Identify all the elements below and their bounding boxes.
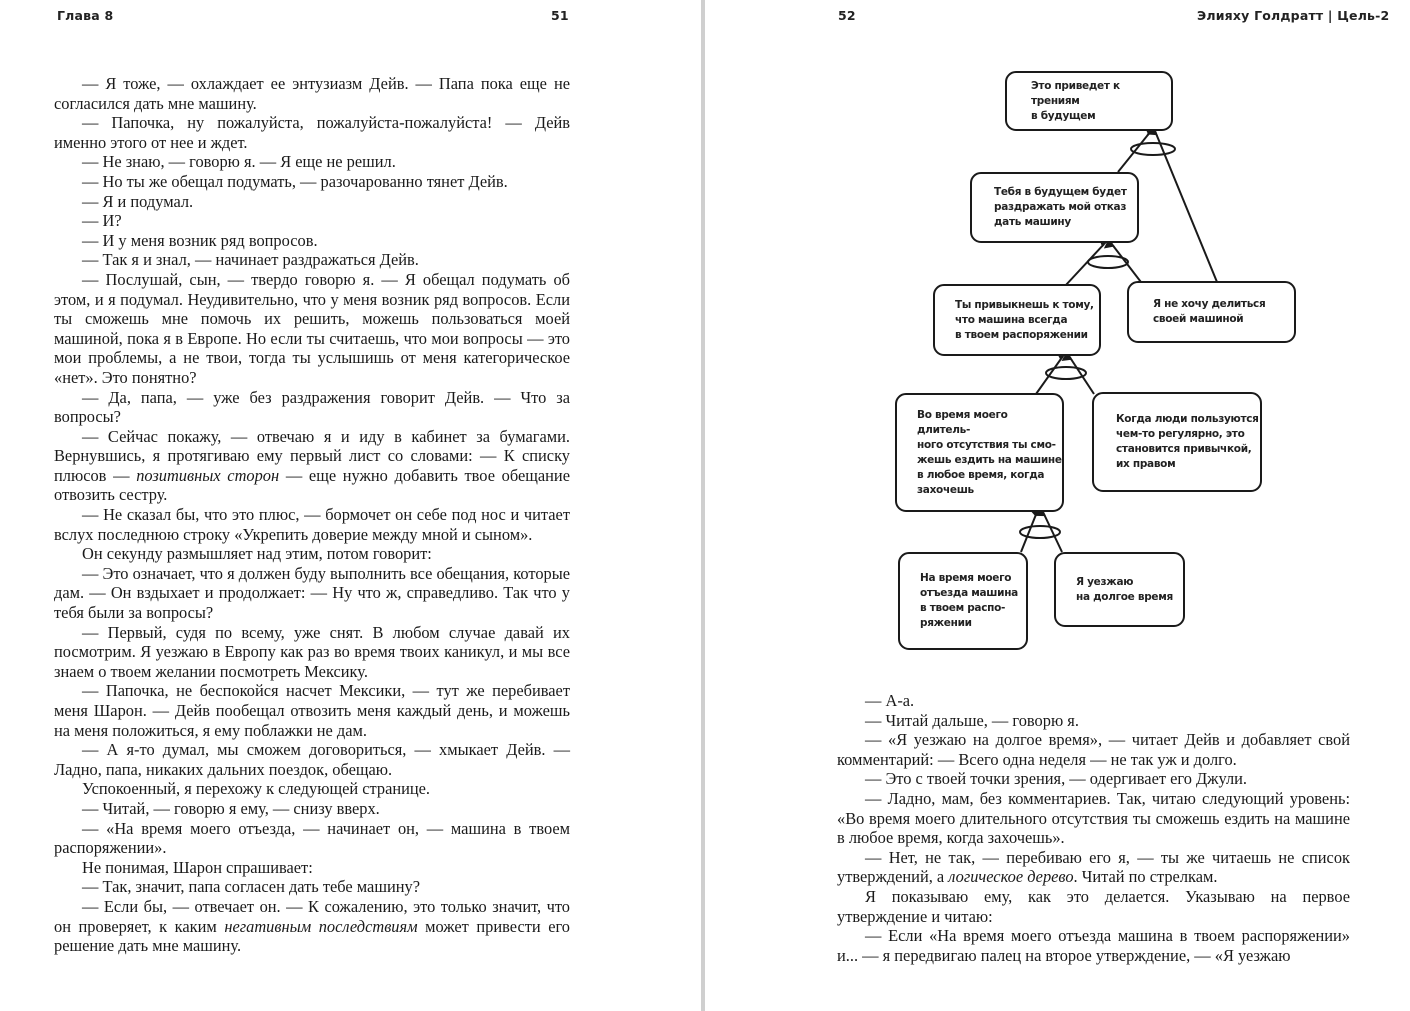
text-run: может привести его решение дать мне машину.: [54, 916, 570, 956]
node-line: что машина всегда: [955, 313, 1068, 326]
node-line: их правом: [1116, 458, 1176, 470]
left-body-text: [54, 74, 570, 956]
book-header: Элияху Голдратт | Цель-2: [1197, 8, 1390, 23]
paragraph: Он секунду размышляет над этим, потом говорит:: [82, 544, 432, 564]
diagram-node-long-absence: [895, 393, 1064, 512]
paragraph: — Послушай, сын, — твердо говорю я. — Я обещал подумать об этом, и я подумал. Неудивительно, что у меня возник ряд вопросов. Если ты сможешь мне помочь их решить, можешь пользоваться моей машиной, пока я в Европе. Но если ты считаешь, что мои вопросы — это мои проблемы, а не твои, тогда ты услышишь от меня категорическое «нет». Это понятно?: [54, 269, 570, 387]
text-run: — еще нужно добавить твое обещание отвозить сестру.: [54, 465, 570, 505]
node-line: жешь ездить на машине: [917, 453, 1062, 466]
node-line: На время моего: [920, 572, 1012, 584]
paragraph: [837, 848, 1350, 887]
emphasis: логическое дерево: [948, 867, 1074, 887]
text-run: . Читай по стрелкам.: [1073, 867, 1218, 887]
text-run: — Сейчас покажу, — отвечаю я и иду в кабинет за бумагами. Вернувшись, я протягиваю ему первый лист со словами: — К списку плюсов —: [54, 426, 570, 485]
book-spine-divider: [701, 0, 705, 1011]
paragraph: — «На время моего отъезда, — начинает он, — машина в твоем распоряжении».: [54, 818, 570, 858]
paragraph: — И у меня возник ряд вопросов.: [82, 230, 318, 250]
paragraph: — Читай, — говорю я ему, — снизу вверх.: [82, 798, 380, 818]
paragraph: — Читай дальше, — говорю я.: [865, 710, 1079, 730]
node-line: дать машину: [994, 216, 1071, 228]
paragraph: — Папочка, ну пожалуйста, пожалуйста-пожалуйста! — Дейв именно этого от нее и ждет.: [54, 113, 570, 152]
paragraph: [54, 427, 570, 505]
paragraph: Я показываю ему, как это делается. Указываю на первое утверждение и читаю:: [837, 886, 1350, 926]
paragraph: — Я тоже, — охлаждает ее энтузиазм Дейв. — Папа пока еще не согласился дать мне машину.: [54, 74, 570, 113]
node-line: Я не хочу делиться: [1153, 298, 1266, 310]
node-line: раздражать мой отказ: [994, 201, 1127, 213]
paragraph: — Папочка, не беспокойся насчет Мексики, — тут же перебивает меня Шарон. — Дейв пообещал отвозить меня каждый день, и можешь на меня положиться, я ему поблажки не дам.: [54, 681, 570, 740]
node-line: чем-то регулярно, это: [1116, 428, 1245, 440]
paragraph: — Да, папа, — уже без раздражения говорит Дейв. — Что за вопросы?: [54, 387, 570, 427]
paragraph: — Это означает, что я должен буду выполнить все обещания, которые дам. — Он вздыхает и продолжает: — Ну что ж, справедливо. Так что у тебя были за вопросы?: [54, 563, 570, 623]
node-line: своей машиной: [1153, 313, 1244, 325]
node-line: в твоем распоряжении: [955, 328, 1088, 341]
diagram-node-habit: [933, 284, 1101, 356]
node-line: в твоем распо-: [920, 602, 1006, 614]
emphasis: позитивных сторон: [136, 465, 280, 485]
right-page: [707, 0, 1410, 1011]
paragraph: — «Я уезжаю на долгое время», — читает Дейв и добавляет свой комментарий: — Всего одна неделя — не так уж и долго.: [837, 730, 1350, 769]
node-line: Я уезжаю: [1076, 575, 1134, 588]
node-line: в будущем: [1031, 109, 1096, 122]
paragraph: — А-а.: [865, 691, 915, 710]
paragraph: — Не сказал бы, что это плюс, — бормочет он себе под нос и читает вслух последнюю строку «Укрепить доверие между мной и сыном».: [54, 505, 570, 544]
paragraph: — Так я и знал, — начинает раздражаться Дейв.: [82, 250, 419, 270]
node-line: Это приведет к трениям: [1031, 79, 1120, 107]
text-run: — Нет, не так, — перебиваю его я, — ты же читаешь не список утверждений, а: [837, 847, 1350, 887]
node-line: захочешь: [917, 483, 974, 496]
paragraph: — Это с твоей точки зрения, — одергивает его Джули.: [865, 769, 1248, 789]
page-number: 51: [551, 8, 569, 23]
emphasis: негативным последствиям: [224, 916, 418, 936]
left-page: [0, 0, 703, 1011]
node-line: в любое время, когда: [917, 468, 1045, 481]
paragraph: — Если «На время моего отъезда машина в твоем распоряжении» и... — я передвигаю палец на второе утверждение, — «Я уезжаю: [837, 926, 1350, 965]
paragraph: — Так, значит, папа согласен дать тебе машину?: [82, 877, 420, 897]
page-number: 52: [838, 8, 856, 23]
paragraph: — Ладно, мам, без комментариев. Так, читаю следующий уровень: «Во время моего длительного отсутствия ты сможешь ездить на машине в любое время, когда захочешь».: [837, 788, 1350, 848]
paragraph: Успокоенный, я перехожу к следующей странице.: [82, 779, 431, 799]
paragraph: [54, 897, 570, 956]
node-line: на долгое время: [1076, 590, 1173, 603]
diagram-node-regular-use: [1092, 392, 1262, 492]
logic-tree-diagram: [707, 0, 1410, 680]
node-line: Ты привыкнешь к тому,: [955, 298, 1094, 311]
node-line: Тебя в будущем будет: [994, 186, 1127, 198]
paragraph: — Первый, судя по всему, уже снят. В любом случае давай их посмотрим. Я уезжаю в Европу как раз во время твоих каникул, и мы все знаем о твоем желании посмотреть Мексику.: [54, 622, 570, 681]
diagram-node-dont-share: [1127, 281, 1296, 343]
paragraph: Не понимая, Шарон спрашивает:: [82, 857, 313, 877]
paragraph: — Не знаю, — говорю я. — Я еще не решил.: [82, 152, 396, 172]
paragraph: — А я-то думал, мы сможем договориться, — хмыкает Дейв. — Ладно, папа, никаких дальних поездок, обещаю.: [54, 740, 570, 779]
text-run: — Если бы, — отвечает он. — К сожалению, это только значит, что он проверяет, к каким: [54, 896, 570, 936]
chapter-header: Глава 8: [57, 8, 114, 23]
node-line: становится привычкой,: [1116, 443, 1252, 455]
diagram-node-leaving-long: [1054, 552, 1185, 627]
node-line: ного отсутствия ты смо-: [917, 438, 1056, 451]
diagram-node-friction: [1005, 71, 1173, 131]
diagram-node-car-available: [898, 552, 1028, 650]
right-body-text: [837, 691, 1350, 965]
node-line: ряжении: [920, 617, 972, 629]
paragraph: — И?: [82, 211, 122, 231]
node-line: Когда люди пользуются: [1116, 413, 1259, 425]
node-line: Во время моего длитель-: [917, 408, 1008, 436]
diagram-node-irritation: [970, 172, 1139, 243]
paragraph: — Я и подумал.: [82, 191, 194, 211]
node-line: отъезда машина: [920, 587, 1018, 599]
paragraph: — Но ты же обещал подумать, — разочарованно тянет Дейв.: [82, 171, 508, 191]
